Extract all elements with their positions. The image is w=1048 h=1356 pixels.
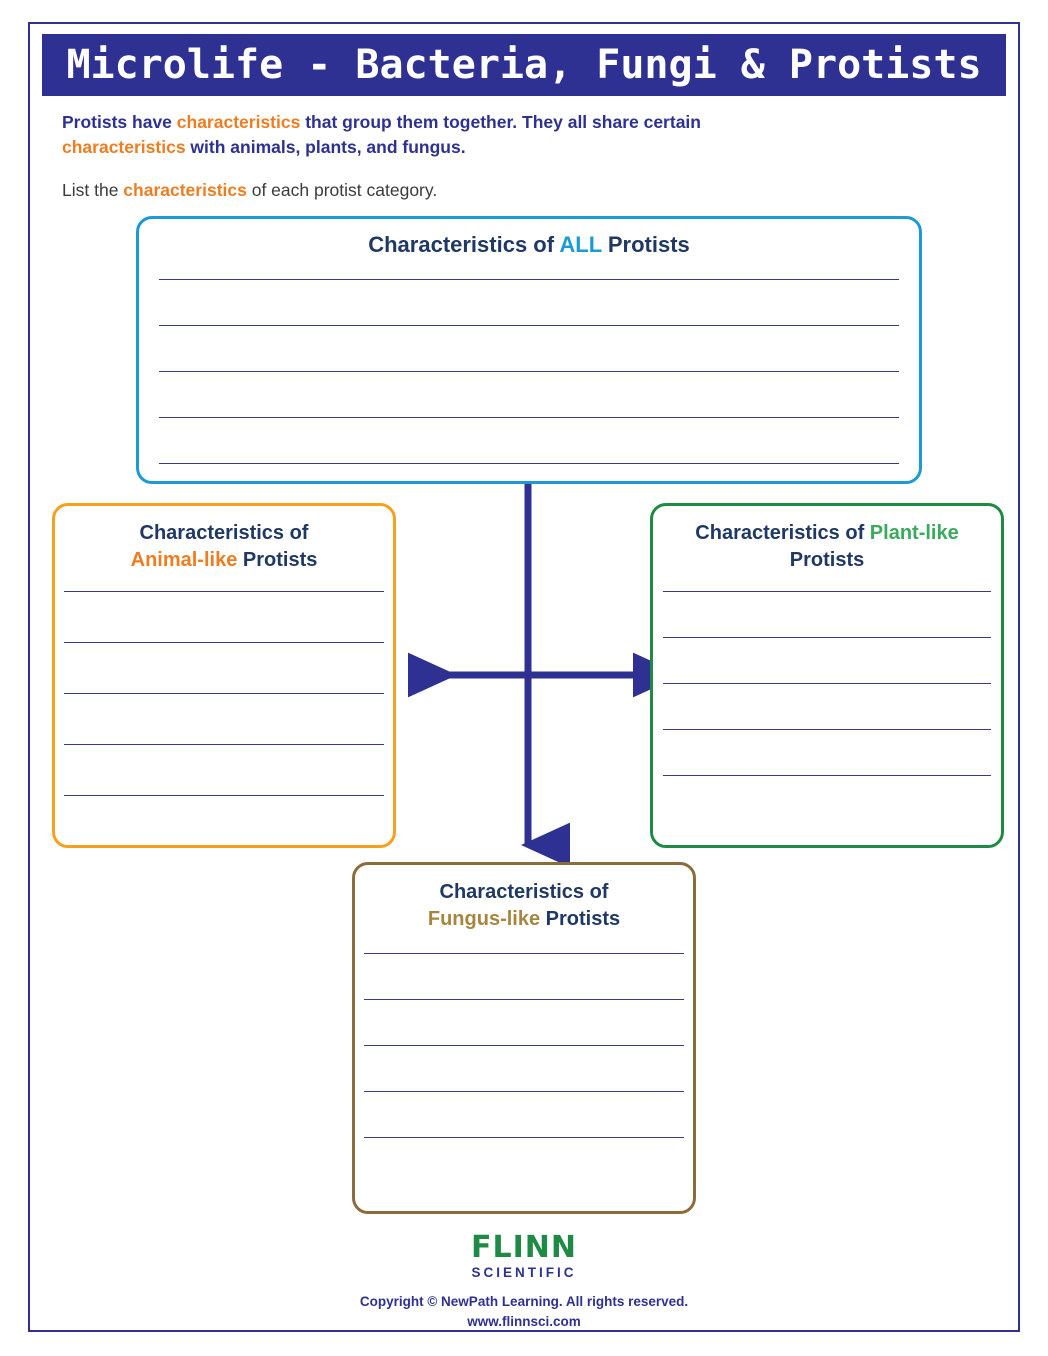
write-line[interactable]	[64, 642, 384, 643]
box-plant-like-protists[interactable]	[650, 503, 1004, 848]
write-line[interactable]	[159, 417, 899, 418]
box-all-title-keyword: ALL	[559, 232, 602, 257]
intro-keyword-1: characteristics	[176, 112, 301, 132]
website-link[interactable]: www.flinnsci.com	[467, 1314, 581, 1329]
box-fungus-title-suffix: Protists	[540, 908, 621, 930]
box-plant-title-keyword: Plant-like	[869, 522, 959, 544]
write-line[interactable]	[663, 683, 991, 684]
instruction-suffix: of each protist category.	[246, 180, 438, 200]
write-line[interactable]	[159, 463, 899, 464]
box-animal-like-protists[interactable]	[52, 503, 396, 848]
box-animal-write-lines[interactable]	[55, 591, 393, 846]
write-line[interactable]	[364, 1045, 684, 1046]
intro-paragraph	[62, 110, 962, 160]
page-title-bar	[42, 34, 1006, 96]
write-line[interactable]	[364, 953, 684, 954]
write-line[interactable]	[159, 371, 899, 372]
copyright-text: Copyright © NewPath Learning. All rights reserved.	[359, 1294, 689, 1309]
intro-text-1: Protists have	[62, 112, 177, 132]
write-line[interactable]	[64, 744, 384, 745]
write-line[interactable]	[663, 637, 991, 638]
intro-text-3: with animals, plants, and fungus.	[185, 137, 466, 157]
instruction-keyword: characteristics	[123, 180, 247, 200]
write-line[interactable]	[159, 325, 899, 326]
write-line[interactable]	[159, 279, 899, 280]
instruction-line	[62, 178, 962, 202]
box-all-write-lines[interactable]	[139, 279, 919, 509]
box-plant-title-suffix: Protists	[789, 549, 865, 571]
box-animal-title-prefix: Characteristics of	[139, 522, 309, 544]
write-line[interactable]	[663, 775, 991, 776]
box-fungus-like-title	[355, 879, 693, 933]
box-plant-title-prefix: Characteristics of	[695, 522, 870, 544]
box-all-protists[interactable]	[136, 216, 922, 484]
write-line[interactable]	[364, 1137, 684, 1138]
write-line[interactable]	[364, 999, 684, 1000]
box-fungus-title-prefix: Characteristics of	[439, 881, 609, 903]
box-all-protists-title	[139, 231, 919, 258]
box-plant-like-title	[653, 520, 1001, 574]
write-line[interactable]	[663, 591, 991, 592]
flinn-logo-subtitle: SCIENTIFIC	[471, 1265, 577, 1280]
box-all-title-prefix: Characteristics of	[368, 232, 560, 257]
write-line[interactable]	[64, 693, 384, 694]
write-line[interactable]	[64, 591, 384, 592]
flinn-logo: FLINN	[471, 1230, 577, 1265]
box-fungus-write-lines[interactable]	[355, 953, 693, 1183]
write-line[interactable]	[64, 795, 384, 796]
intro-keyword-2: characteristics	[62, 137, 186, 157]
instruction-prefix: List the	[62, 180, 124, 200]
footer	[0, 1232, 1048, 1332]
write-line[interactable]	[364, 1091, 684, 1092]
box-animal-title-keyword: Animal-like	[130, 549, 238, 571]
box-animal-title-suffix: Protists	[237, 549, 318, 571]
page-title: Microlife - Bacteria, Fungi & Protists	[66, 42, 982, 88]
intro-text-2: that group them together. They all share certain	[300, 112, 701, 132]
box-plant-write-lines[interactable]	[653, 591, 1001, 821]
box-animal-like-title	[55, 520, 393, 574]
box-fungus-title-keyword: Fungus-like	[427, 908, 541, 930]
box-all-title-suffix: Protists	[601, 232, 690, 257]
box-fungus-like-protists[interactable]	[352, 862, 696, 1214]
write-line[interactable]	[663, 729, 991, 730]
